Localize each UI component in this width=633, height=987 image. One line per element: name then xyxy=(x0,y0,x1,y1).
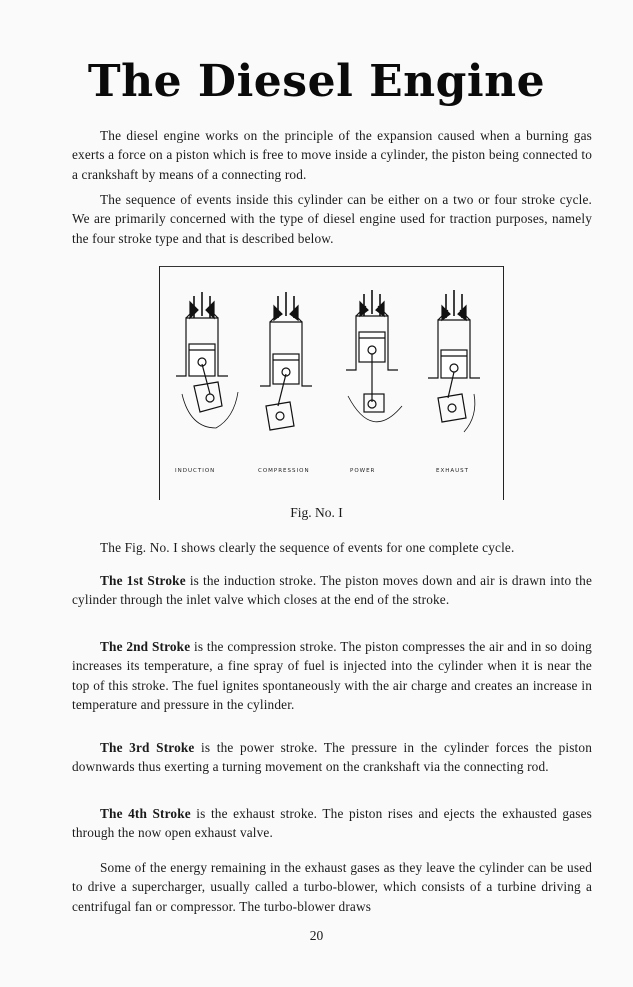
figure-label-exhaust: EXHAUST xyxy=(436,468,470,474)
paragraph-stroke-3 xyxy=(72,738,592,777)
compression-cylinder xyxy=(260,292,312,430)
four-stroke-diagram xyxy=(160,266,503,500)
stroke-1-label: The 1st Stroke xyxy=(100,573,186,588)
exhaust-cylinder xyxy=(428,290,480,432)
paragraph-principle: The diesel engine works on the principle of the expansion caused when a burning gas exerts a force on a piston which is free to move inside a cylinder, the piston being connected to a crankshaft by means of a connecting rod. xyxy=(72,128,592,182)
paragraph-stroke-4 xyxy=(72,804,592,843)
stroke-1-text: is the induction stroke. The piston moves down and air is drawn into the cylinder through the inlet valve which closes at the end of the stroke. xyxy=(72,573,592,608)
four-stroke-figure xyxy=(159,266,504,500)
stroke-2-label: The 2nd Stroke xyxy=(100,639,191,654)
figure-label-power: POWER xyxy=(350,468,376,474)
figure-label-compression: COMPRESSION xyxy=(258,468,310,474)
paragraph-stroke-1 xyxy=(72,571,592,610)
figure-label-induction: INDUCTION xyxy=(175,468,216,474)
stroke-4-label: The 4th Stroke xyxy=(100,806,191,821)
stroke-4-text: is the exhaust stroke. The piston rises and ejects the exhausted gases through the now open exhaust valve. xyxy=(72,806,592,841)
stroke-2-text: is the compression stroke. The piston compresses the air and in so doing increases its temperature, a fine spray of fuel is injected into the cylinder when it is near the top of this stroke. The fuel ignites spontaneously with the air charge and creates an increase in temperature and pressure in the cylinder. xyxy=(72,639,592,713)
paragraph-stroke-2 xyxy=(72,637,592,715)
paragraph-figure-ref: The Fig. No. I shows clearly the sequence of events for one complete cycle. xyxy=(100,540,515,555)
paragraph-turbo-blower: Some of the energy remaining in the exhaust gases as they leave the cylinder can be used to drive a supercharger, usually called a turbo-blower, which consists of a turbine driving a centrifugal fan or compressor. The turbo-blower draws xyxy=(72,860,592,914)
stroke-3-label: The 3rd Stroke xyxy=(100,740,195,755)
page-number: 20 xyxy=(309,928,324,943)
power-cylinder xyxy=(346,290,402,422)
induction-cylinder xyxy=(176,292,238,428)
stroke-3-text: is the power stroke. The pressure in the cylinder forces the piston downwards thus exerting a turning movement on the crankshaft via the connecting rod. xyxy=(72,740,592,775)
page-title: The Diesel Engine xyxy=(87,56,546,107)
figure-caption: Fig. No. I xyxy=(290,505,343,520)
paragraph-sequence: The sequence of events inside this cylinder can be either on a two or four stroke cycle. We are primarily concerned with the type of diesel engine used for traction purposes, namely the four stroke type and that is described below. xyxy=(72,192,592,246)
